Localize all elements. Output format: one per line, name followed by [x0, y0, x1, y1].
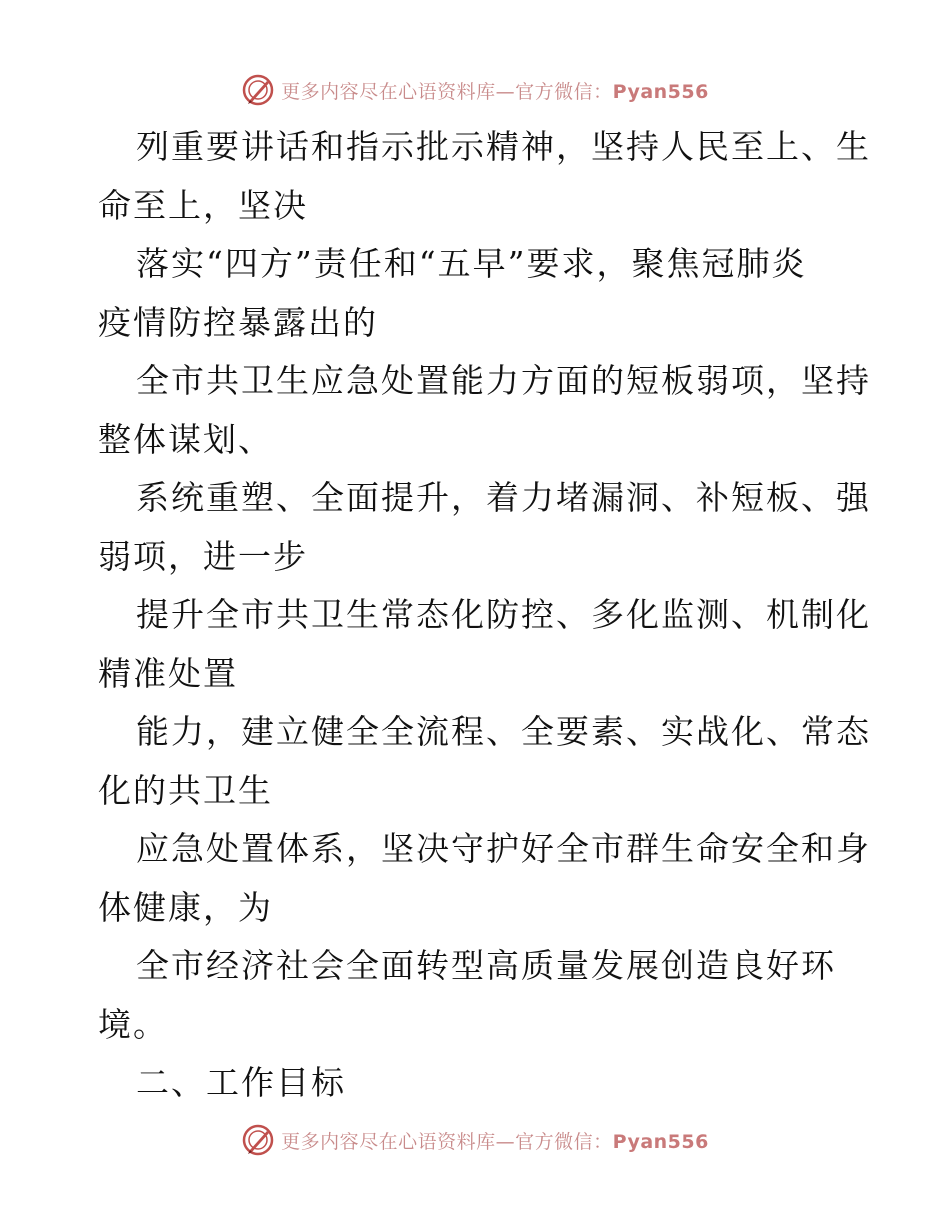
body-line: 能力，建立健全全流程、全要素、实战化、常态 [136, 712, 871, 751]
body-line: 弱项，进一步 [98, 536, 308, 576]
watermark-footer [0, 1120, 950, 1160]
body-line: 体健康，为 [98, 887, 273, 927]
body-line: 全市共卫生应急处置能力方面的短板弱项，坚持 [136, 361, 871, 400]
watermark-text: 更多内容尽在心语资料库—官方微信：Pyan556 [281, 1130, 709, 1153]
pen-logo-icon [241, 73, 275, 107]
watermark-header [0, 70, 950, 110]
body-line: 列重要讲话和指示批示精神，坚持人民至上、生 [136, 127, 871, 166]
body-line: 精准处置 [98, 653, 238, 693]
pen-logo-icon [241, 1123, 275, 1157]
document-body [98, 118, 871, 1113]
watermark-text: 更多内容尽在心语资料库—官方微信：Pyan556 [281, 80, 709, 103]
body-line: 命至上，坚决 [98, 185, 308, 225]
body-line: 整体谋划、 [98, 419, 273, 459]
section-heading: 二、工作目标 [136, 1063, 346, 1102]
body-line: 全市经济社会全面转型高质量发展创造良好环 [136, 946, 836, 985]
body-line: 疫情防控暴露出的 [98, 302, 378, 342]
body-line: 化的共卫生 [98, 770, 273, 810]
body-line: 落实“四方”责任和“五早”要求，聚焦冠肺炎 [136, 244, 807, 283]
body-line: 应急处置体系，坚决守护好全市群生命安全和身 [136, 829, 871, 868]
body-line: 提升全市共卫生常态化防控、多化监测、机制化 [136, 595, 871, 634]
body-line: 境。 [98, 1004, 168, 1044]
body-line: 系统重塑、全面提升，着力堵漏洞、补短板、强 [136, 478, 871, 517]
